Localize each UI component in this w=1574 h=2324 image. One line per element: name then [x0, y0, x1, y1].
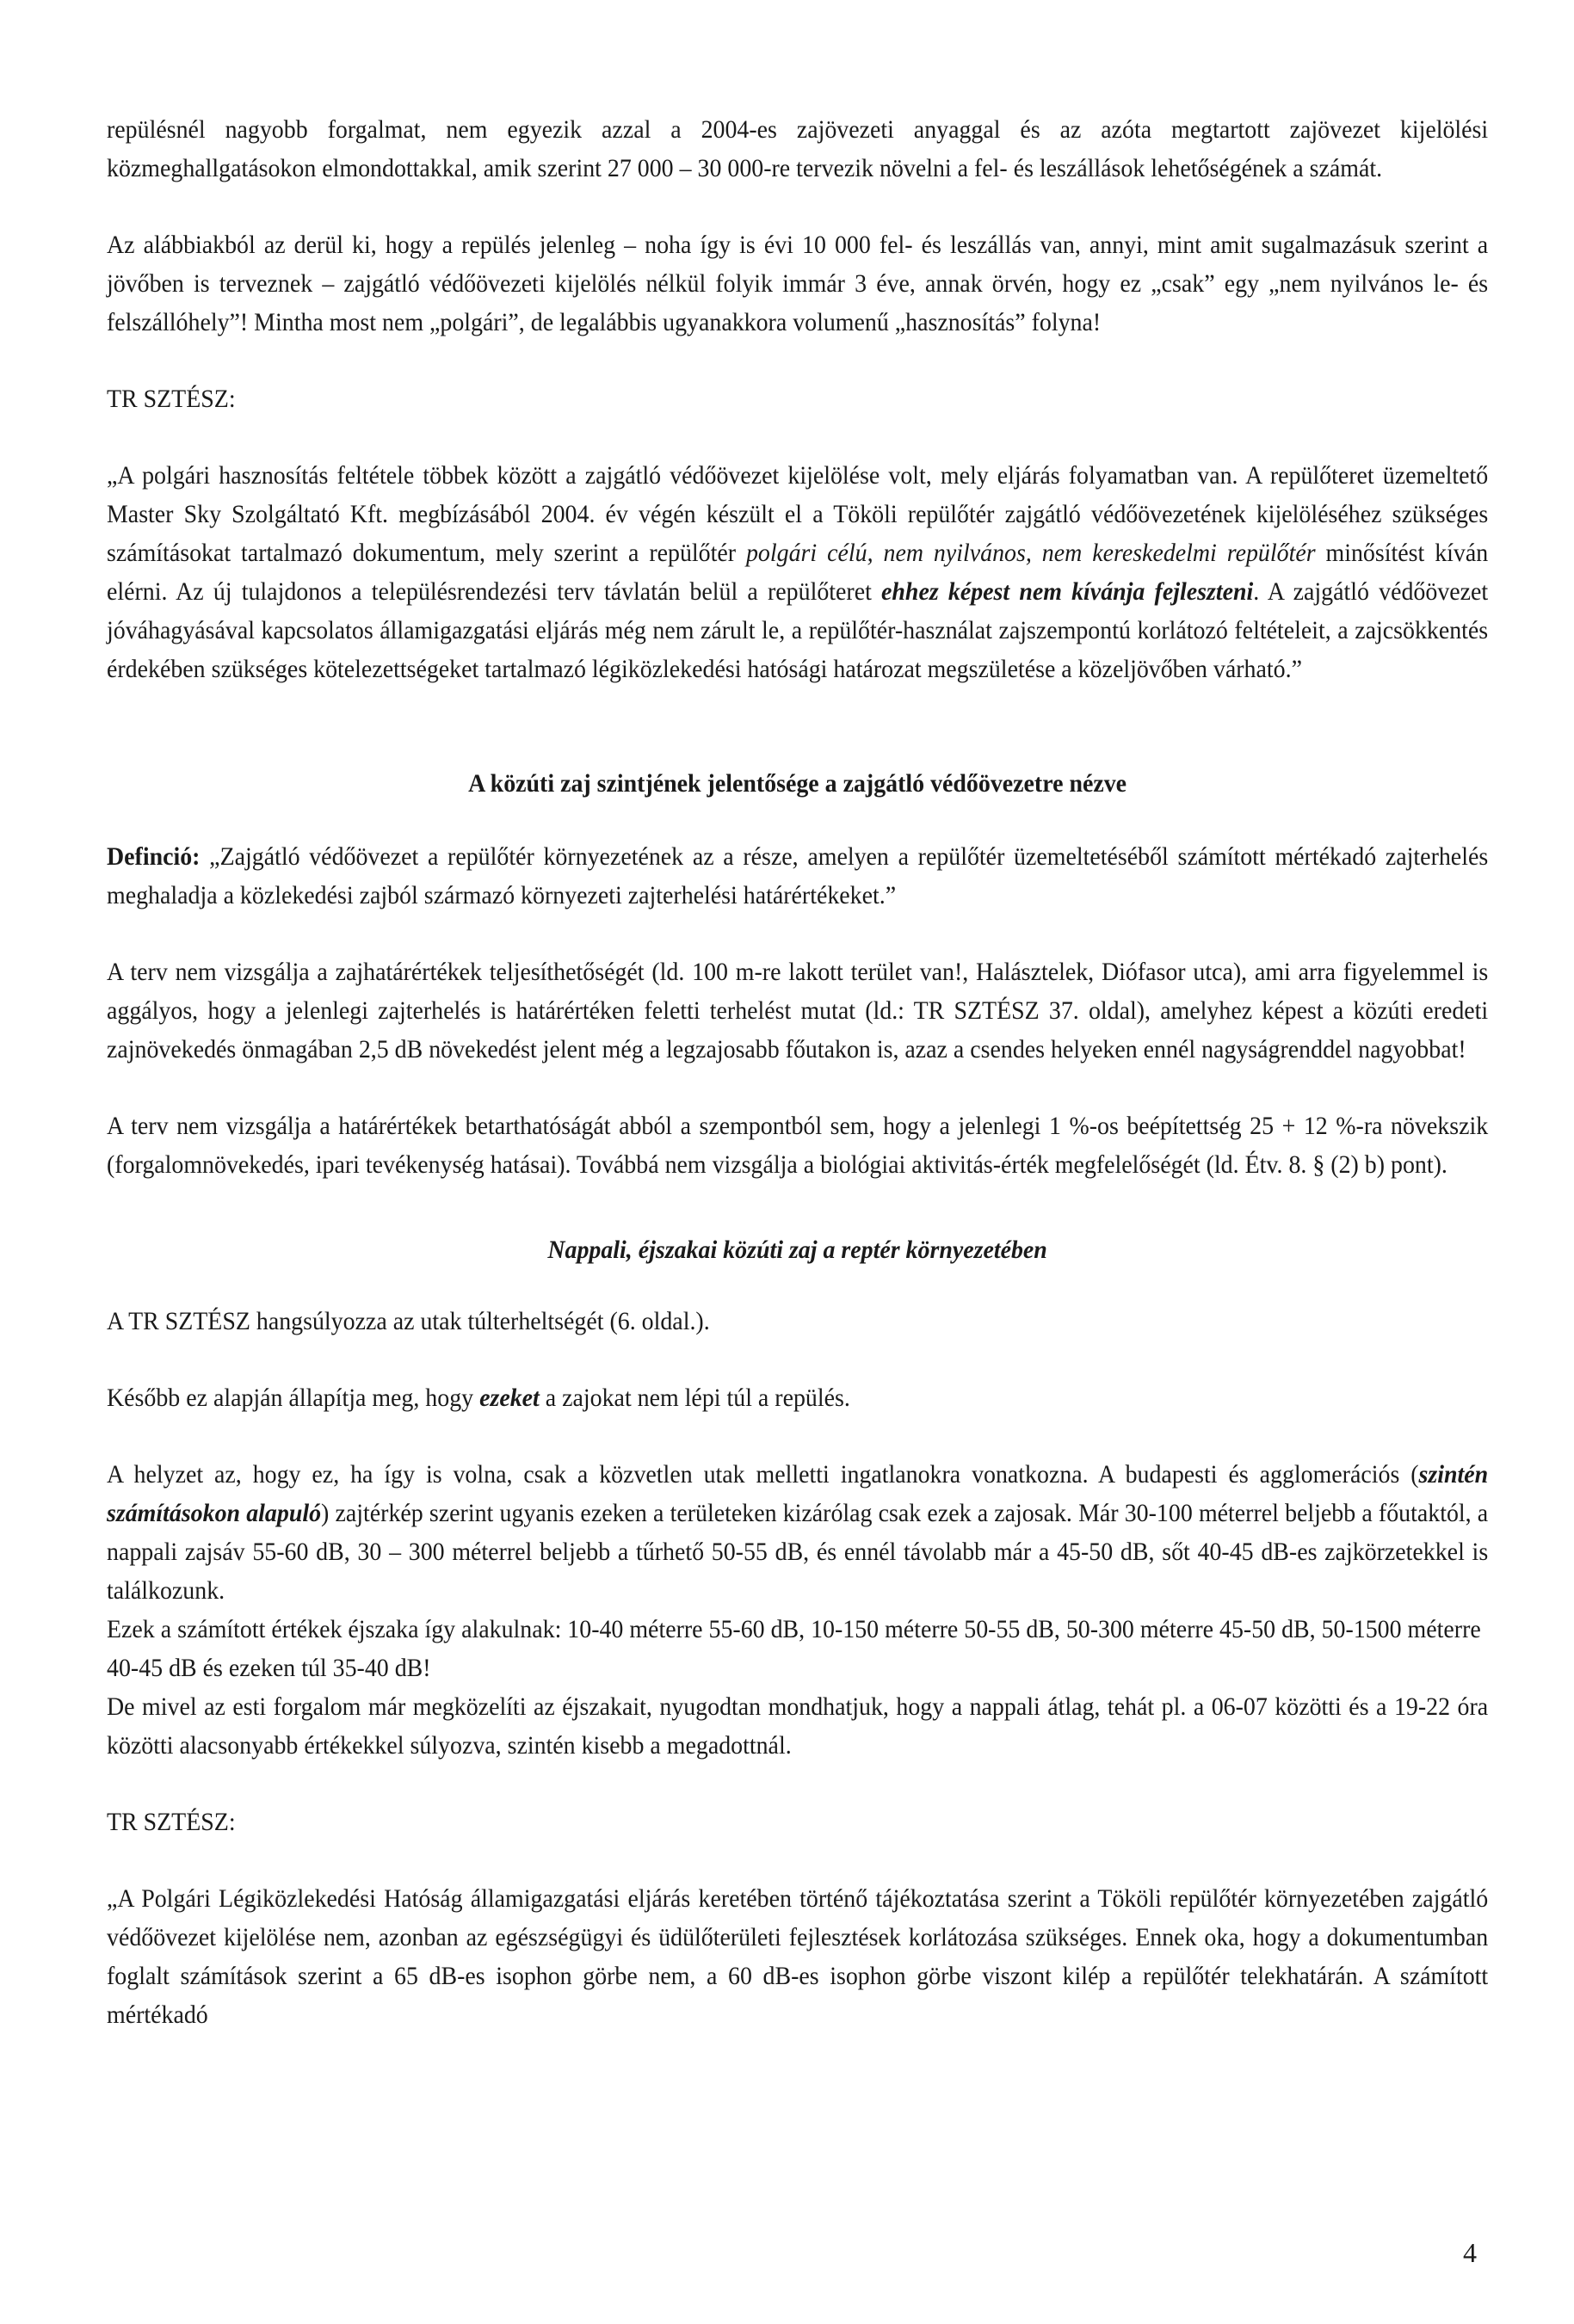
paragraph-later-conclusion: [107, 1378, 1488, 1417]
quote-trszt-2: „A Polgári Légiközlekedési Hatóság államigazgatási eljárás keretében történő tájékoztatása szerint a Tököli repülőtér környezetében zajgátló védőövezet kijelölése nem, azonban az egészségügyi és üdülőterületi fejlesztések korlátozása szükséges. Ennek oka, hogy a dokumentumban foglalt számítások szerint a 65 dB-es isophon görbe nem, a 60 dB-es isophon görbe viszont kilép a repülőtér telekhatárán. A számított mértékadó: [107, 1884, 1489, 2029]
document-page: [107, 110, 1489, 2034]
emphasis-text: ezeket: [479, 1384, 540, 1412]
paragraph-current-flights: Az alábbiakból az derül ki, hogy a repülés jelenleg – noha így is évi 10 000 fel- és leszállás van, annyi, mint amit sugalmazásuk szerint a jövőben is terveznek – zajgátló védőövezeti kijelölés nélkül folyik immár 3 éve, annak örvén, hogy ez „csak” egy „nem nyilvános le- és felszállóhely”! Mintha most nem „polgári”, de legalábbis ugyanakkora volumenű „hasznosítás” folyna!: [107, 231, 1489, 336]
paragraph-road-overload: A TR SZTÉSZ hangsúlyozza az utak túlterheltségét (6. oldal.).: [107, 1307, 710, 1335]
section-subheading-day-night-noise: Nappali, éjszakai közúti zaj a reptér környezetében: [547, 1236, 1047, 1264]
paragraph-text: ) zajtérkép szerint ugyanis ezeken a területeken kizárólag csak ezek a zajosak. Már 30-100 méterrel beljebb a főutaktól, a nappali zajsáv 55-60 dB, 30 – 300 méterrel beljebb a tűrhető 50-55 dB, és ennél távolabb már a 45-50 dB, sőt 40-45 dB-es zajkörzetekkel is találkozunk.: [107, 1499, 1489, 1605]
page-number: 4: [1463, 2237, 1477, 2268]
paragraph-noise-limits: A terv nem vizsgálja a zajhatárértékek teljesíthetőségét (ld. 100 m-re lakott terület van!, Halásztelek, Diófasor utca), ami arra figyelemmel is aggályos, hogy a jelenlegi zajterhelés is határértéken feletti terhelést mutat (ld.: TR SZTÉSZ 37. oldal), amelyhez képest a közúti eredeti zajnövekedés önmagában 2,5 dB növekedést jelent még a legzajosabb főutakon is, azaz a csendes helyeken ennél nagyságrenddel nagyobbat!: [107, 958, 1489, 1063]
quote-text: . A zajgátló védőövezet jóváhagyásával kapcsolatos államigazgatási eljárás még nem zárult le, a repülőtér-használat zajszempontú korlátozó feltételeit, a zajcsökkentés érdekében szükséges kötelezettségeket tartalmazó légiközlekedési hatósági határozat megszületése a közeljövőben várható.”: [107, 577, 1489, 683]
paragraph-text: a zajokat nem lépi túl a repülés.: [539, 1384, 850, 1412]
paragraph-text: A helyzet az, hogy ez, ha így is volna, csak a közvetlen utak melletti ingatlanokra vonatkozna. A budapesti és agglomerációs (: [107, 1460, 1419, 1489]
paragraph-text: Később ez alapján állapítja meg, hogy: [107, 1384, 480, 1412]
paragraph-evening-traffic: De mivel az esti forgalom már megközelíti az éjszakait, nyugodtan mondhatjuk, hogy a nappali átlag, tehát pl. a 06-07 közötti és a 19-22 óra közötti alacsonyabb értékekkel súlyozva, szintén kisebb a megadottnál.: [107, 1692, 1489, 1760]
emphasis-text: szintén számításokon alapuló: [107, 1460, 1489, 1527]
paragraph-noise-map: [107, 1455, 1488, 1610]
quote-trszt-1: [107, 456, 1488, 688]
source-label-trszt-2: TR SZTÉSZ:: [107, 1808, 236, 1836]
quote-bold-italic-text: ehhez képest nem kívánja fejleszteni: [881, 577, 1254, 606]
quote-text: minősítést kíván elérni. Az új tulajdonos a településrendezési terv távlatán belül a repülőteret: [107, 539, 1489, 606]
source-label-trszt-1: TR SZTÉSZ:: [107, 385, 236, 413]
paragraph-traffic-volume: repülésnél nagyobb forgalmat, nem egyezik azzal a 2004-es zajövezeti anyaggal és az azóta megtartott zajövezet kijelölési közmeghallgatásokon elmondottakkal, amik szerint 27 000 – 30 000-re tervezik növelni a fel- és leszállások lehetőségének a számát.: [107, 115, 1489, 182]
definition-paragraph: [107, 837, 1488, 915]
paragraph-limit-compliance: A terv nem vizsgálja a határértékek betarthatóságát abból a szempontból sem, hogy a jelenlegi 1 %-os beépítettség 25 + 12 %-ra növekszik (forgalomnövekedés, ipari tevékenység hatásai). Továbbá nem vizsgálja a biológiai aktivitás-érték megfelelőségét (ld. Étv. 8. § (2) b) pont).: [107, 1112, 1489, 1179]
section-heading-road-noise: A közúti zaj szintjének jelentősége a zajgátló védőövezetre nézve: [468, 769, 1127, 798]
quote-italic-text: polgári célú, nem nyilvános, nem kereskedelmi repülőtér: [745, 539, 1316, 567]
definition-text: „Zajgátló védőövezet a repülőtér környezetének az a része, amelyen a repülőtér üzemeltetéséből számított mértékadó zajterhelés meghaladja a közlekedési zajból származó környezeti zajterhelési határértékeket.”: [107, 842, 1489, 909]
paragraph-night-values: Ezek a számított értékek éjszaka így alakulnak: 10-40 méterre 55-60 dB, 10-150 méterre 50-55 dB, 50-300 méterre 45-50 dB, 50-1500 méterre 40-45 dB és ezeken túl 35-40 dB!: [107, 1615, 1481, 1682]
quote-text: „A polgári hasznosítás feltétele többek között a zajgátló védőövezet kijelölése volt, mely eljárás folyamatban van. A repülőteret üzemeltető Master Sky Szolgáltató Kft. megbízásából 2004. év végén készült el a Tököli repülőtér zajgátló védőövezetének kijelöléséhez szükséges számításokat tartalmazó dokumentum, mely szerint a repülőtér: [107, 461, 1489, 567]
definition-term: Definció:: [107, 842, 201, 871]
